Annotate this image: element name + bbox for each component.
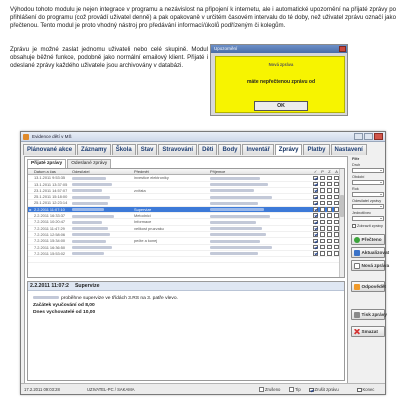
cell-recipient xyxy=(209,238,312,243)
cell-flag xyxy=(319,188,326,193)
new-message-button[interactable]: Nová zpráva xyxy=(351,260,385,271)
type-label: Druh xyxy=(352,163,361,167)
popup-body xyxy=(215,56,345,113)
redacted-sender xyxy=(72,252,104,255)
cell-sender xyxy=(71,194,133,199)
row-checkbox[interactable] xyxy=(320,245,325,250)
checkbox-icon xyxy=(309,388,314,393)
cell-recipient xyxy=(209,194,312,199)
cell-flag xyxy=(312,182,319,187)
period-select[interactable] xyxy=(352,180,384,185)
redacted-sender xyxy=(72,208,104,211)
detail-body-line-1: proběhne supervize ve třídách 3.RS na 3. patře vlevo. xyxy=(61,296,178,301)
redacted-recipient xyxy=(210,196,272,199)
redacted-sender xyxy=(72,183,112,186)
refresh-icon xyxy=(354,250,360,256)
new-document-icon xyxy=(354,263,360,269)
menu-tab[interactable]: Nastavení xyxy=(331,144,367,155)
cell-sender xyxy=(71,226,133,231)
cell-flag xyxy=(319,194,326,199)
row-checkbox[interactable] xyxy=(327,207,332,212)
cell-recipient xyxy=(209,200,312,205)
cell-flag xyxy=(326,232,333,237)
cell-flag xyxy=(312,213,319,218)
subtab[interactable]: Odeslané zprávy xyxy=(67,159,111,168)
redacted-recipient xyxy=(210,246,272,249)
subtab[interactable]: Přijaté zprávy xyxy=(27,159,66,168)
cell-flag xyxy=(312,245,319,250)
menu-tab[interactable]: Body xyxy=(218,144,241,155)
cell-subject: investice elektroniky xyxy=(134,175,169,181)
cell-flag xyxy=(326,226,333,231)
cell-subject xyxy=(133,245,209,250)
redacted-sender xyxy=(72,177,106,180)
menu-tab[interactable]: Stravování xyxy=(158,144,197,155)
table-row[interactable] xyxy=(28,257,344,263)
cell-date: 13.1.2011 13:37:05 xyxy=(34,181,68,187)
detail-subject: Supervize xyxy=(74,283,100,289)
row-checkbox[interactable] xyxy=(320,188,325,193)
cell-subject: Supervize xyxy=(134,206,152,212)
cell-flag xyxy=(312,257,319,262)
app-icon xyxy=(23,134,29,140)
column-header[interactable]: Předmět xyxy=(134,169,149,174)
row-checkbox[interactable] xyxy=(327,188,332,193)
cell-flag xyxy=(312,188,319,193)
row-checkbox[interactable] xyxy=(313,239,318,244)
cell-subject xyxy=(133,200,209,205)
cell-recipient xyxy=(209,182,312,187)
checkbox-icon xyxy=(357,388,362,393)
individual-label: Jednotlivec xyxy=(352,211,371,215)
cell-flag xyxy=(319,213,326,218)
paragraph-intro: Výhodou tohoto modulu je nejen integrace v programu a nezávislost na připojení k internetu, ale i automatické upozornění na přijaté zprávy po přihlášení do programu (což provádí uživatel denně) a pak opakovaně v určitém časovém intervalu do té doby, než uživatel zprávu označí jako přečtenou. Tento modul je proto vhodný nástroj pro předávání informací/úkolů podřízeným či kolegům. xyxy=(10,6,396,30)
cell-flag xyxy=(326,257,333,262)
module-tabs xyxy=(23,144,367,155)
row-checkbox[interactable] xyxy=(313,201,318,206)
redacted-sender xyxy=(72,233,110,236)
column-header[interactable]: Příjemce xyxy=(210,169,226,174)
row-checkbox[interactable] xyxy=(313,232,318,237)
redacted-sender xyxy=(72,202,108,205)
redacted-name xyxy=(33,296,59,299)
row-checkbox[interactable] xyxy=(327,182,332,187)
row-checkbox[interactable] xyxy=(327,226,332,231)
cell-sender xyxy=(71,207,133,212)
sidebar xyxy=(351,156,390,384)
redacted-recipient xyxy=(210,202,258,205)
redacted-recipient xyxy=(210,215,270,218)
mark-read-button[interactable]: Přečteno xyxy=(351,234,385,245)
check-icon xyxy=(354,237,360,243)
cell-sender xyxy=(71,175,133,180)
row-checkbox[interactable] xyxy=(313,195,318,200)
cell-date: 2.2.2011 11:07:10 xyxy=(34,206,65,212)
row-checkbox[interactable] xyxy=(327,232,332,237)
show-messages-label: Zobrazit zprávy xyxy=(357,224,383,228)
menu-tab[interactable]: Stav xyxy=(137,144,158,155)
cell-flag xyxy=(326,182,333,187)
cell-flag xyxy=(326,175,333,180)
column-header[interactable]: Datum a čas xyxy=(34,169,56,174)
menu-tab[interactable]: Děti xyxy=(198,144,217,155)
row-marker: ▸ xyxy=(29,206,32,212)
redacted-recipient xyxy=(210,221,256,224)
cell-subject: zvířata xyxy=(134,187,146,193)
messages-table xyxy=(27,168,345,278)
column-header[interactable]: A xyxy=(335,168,338,174)
redacted-recipient xyxy=(210,240,260,243)
maximize-icon[interactable] xyxy=(364,133,373,140)
cell-sender xyxy=(71,245,133,250)
cell-recipient xyxy=(209,226,312,231)
year-select[interactable] xyxy=(352,192,384,197)
status-bar xyxy=(21,383,385,394)
cell-flag xyxy=(319,200,326,205)
cell-date: 2.2.2011 16:33:37 xyxy=(34,213,66,219)
cell-flag xyxy=(326,238,333,243)
detail-body-line-3: Dnes vychovatelé od 10,00 xyxy=(33,309,96,315)
cell-recipient xyxy=(209,251,312,256)
row-checkbox[interactable] xyxy=(313,182,318,187)
cell-flag xyxy=(326,219,333,224)
detail-body xyxy=(28,291,344,316)
cell-sender xyxy=(71,200,133,205)
show-messages-checkbox[interactable] xyxy=(352,224,383,228)
sender-select[interactable] xyxy=(352,204,384,209)
printer-icon xyxy=(354,312,360,318)
window-title: Evidence dětí v MŠ xyxy=(32,134,72,139)
redacted-sender xyxy=(72,240,106,243)
cell-flag xyxy=(319,226,326,231)
redacted-sender xyxy=(72,189,102,192)
detail-header xyxy=(28,282,344,291)
row-checkbox[interactable] xyxy=(320,213,325,218)
delete-icon xyxy=(354,329,360,335)
cell-recipient xyxy=(209,257,312,262)
menu-tab[interactable]: Škola xyxy=(112,144,136,155)
redacted-recipient xyxy=(210,252,258,255)
cell-flag xyxy=(319,238,326,243)
cell-subject xyxy=(133,194,209,199)
status-cancelled[interactable]: Zrušeno xyxy=(259,384,280,395)
row-checkbox[interactable] xyxy=(313,176,318,181)
cell-sender xyxy=(71,238,133,243)
row-checkbox[interactable] xyxy=(327,195,332,200)
cell-flag xyxy=(326,245,333,250)
row-checkbox[interactable] xyxy=(327,201,332,206)
cell-date: 7.2.2011 10:20:47 xyxy=(34,219,66,225)
redacted-recipient xyxy=(210,177,260,180)
cell-flag xyxy=(319,207,326,212)
row-checkbox[interactable] xyxy=(320,226,325,231)
messages-panel xyxy=(24,156,348,384)
cell-recipient xyxy=(209,245,312,250)
column-header[interactable]: Z xyxy=(328,168,331,174)
redacted-recipient xyxy=(210,183,268,186)
cell-subject xyxy=(133,232,209,237)
cell-sender xyxy=(71,257,133,262)
row-checkbox[interactable] xyxy=(313,207,318,212)
window-titlebar xyxy=(21,132,385,142)
status-machine: UZIVATEL-PC / SAKAMA xyxy=(87,387,135,392)
column-header[interactable]: P xyxy=(321,168,324,174)
cell-flag xyxy=(312,175,319,180)
cell-flag xyxy=(312,200,319,205)
cell-flag xyxy=(312,238,319,243)
cell-date: 7.2.2011 16:36:50 xyxy=(34,244,66,250)
cell-flag xyxy=(326,213,333,218)
menu-tab[interactable]: Záznamy xyxy=(77,144,111,155)
cell-date: 7.2.2011 11:47:29 xyxy=(34,225,65,231)
menu-tab[interactable]: Platby xyxy=(303,144,329,155)
cell-subject xyxy=(133,251,209,256)
cell-date: 7.2.2011 12:58:06 xyxy=(34,231,66,237)
paragraph-features: Zprávu je možné zaslat jednomu uživateli nebo celé skupině. Modul obsahuje běžné funkce, podobně jako normální emailový klient. Přijaté i odeslané zprávy každého uživatele jsou archivovány v databázi. xyxy=(10,46,208,70)
scrollbar-thumb[interactable] xyxy=(340,195,344,217)
table-body xyxy=(28,175,344,263)
menu-tab[interactable]: Plánované akce xyxy=(23,144,76,155)
cell-sender xyxy=(71,213,133,218)
row-checkbox[interactable] xyxy=(320,195,325,200)
table-scrollbar[interactable] xyxy=(339,169,344,277)
cell-date: 25.1.2011 15:18:00 xyxy=(34,194,68,200)
status-cancel-message[interactable]: Zrušit zprávu xyxy=(309,384,339,395)
year-label: Rok xyxy=(352,187,359,191)
minimize-icon[interactable] xyxy=(354,133,363,140)
row-checkbox[interactable] xyxy=(313,245,318,250)
bulb-icon xyxy=(289,387,294,392)
redacted-recipient xyxy=(210,227,262,230)
cell-recipient xyxy=(209,213,312,218)
delete-button[interactable]: Smazat xyxy=(351,326,385,337)
detail-datetime: 2.2.2011 11:07:2 xyxy=(30,283,69,289)
row-checkbox[interactable] xyxy=(320,176,325,181)
row-checkbox[interactable] xyxy=(327,220,332,225)
cell-flag xyxy=(326,188,333,193)
popup-line-1: Nová zpráva xyxy=(268,62,294,67)
cell-flag xyxy=(319,251,326,256)
cell-subject: Informace xyxy=(134,219,152,225)
cell-subject xyxy=(133,257,209,262)
popup-title: Upozornění xyxy=(211,45,347,53)
cell-flag xyxy=(326,207,333,212)
cell-flag xyxy=(312,207,319,212)
redacted-sender xyxy=(72,227,108,230)
row-checkbox[interactable] xyxy=(320,182,325,187)
row-checkbox[interactable] xyxy=(327,251,332,256)
redacted-sender xyxy=(72,246,112,249)
message-detail xyxy=(27,281,345,381)
cell-flag xyxy=(326,200,333,205)
cell-sender xyxy=(71,251,133,256)
reply-button[interactable]: Odpovědět xyxy=(351,281,385,292)
cell-flag xyxy=(312,251,319,256)
popup-message: máte nepřečtenou zprávu od xyxy=(246,79,316,85)
row-checkbox[interactable] xyxy=(313,188,318,193)
row-checkbox[interactable] xyxy=(320,239,325,244)
row-checkbox[interactable] xyxy=(313,213,318,218)
cell-flag xyxy=(312,194,319,199)
redacted-sender xyxy=(72,221,102,224)
status-datetime: 17.2.2011 09:03:28 xyxy=(24,387,60,392)
cell-flag xyxy=(326,194,333,199)
redacted-recipient xyxy=(210,189,254,192)
individual-select[interactable] xyxy=(352,216,384,221)
menu-tab[interactable]: Zprávy xyxy=(275,144,303,155)
period-label: Období xyxy=(352,175,365,179)
cell-subject: Metodnici xyxy=(134,213,151,219)
row-checkbox[interactable] xyxy=(327,245,332,250)
redacted-recipient xyxy=(210,233,266,236)
cell-recipient xyxy=(209,207,312,212)
cell-flag xyxy=(312,226,319,231)
row-checkbox[interactable] xyxy=(320,207,325,212)
message-subtabs xyxy=(27,159,111,168)
cell-date: 13.1.2011 9:53:35 xyxy=(34,175,66,181)
filter-label: Filtr xyxy=(352,157,360,161)
cell-flag xyxy=(312,219,319,224)
close-icon[interactable] xyxy=(339,46,346,52)
redacted-recipient xyxy=(210,208,264,211)
checkbox-box[interactable] xyxy=(352,224,356,228)
cell-date: 7.2.2011 15:34:00 xyxy=(34,238,66,244)
cell-recipient xyxy=(209,188,312,193)
cell-flag xyxy=(312,232,319,237)
cell-flag xyxy=(326,251,333,256)
row-checkbox[interactable] xyxy=(327,213,332,218)
cell-sender xyxy=(71,182,133,187)
reply-icon xyxy=(354,284,360,290)
cell-subject: pečte a konej xyxy=(134,238,158,244)
cell-sender xyxy=(71,232,133,237)
cell-flag xyxy=(319,257,326,262)
row-checkbox[interactable] xyxy=(320,201,325,206)
sender-label: Odesilatel zprávy xyxy=(352,199,382,203)
cell-sender xyxy=(71,219,133,224)
cell-subject xyxy=(133,182,209,187)
menu-tab[interactable]: Inventář xyxy=(242,144,273,155)
status-tip[interactable]: Tip xyxy=(289,384,301,395)
row-checkbox[interactable] xyxy=(320,251,325,256)
row-checkbox[interactable] xyxy=(327,239,332,244)
cell-flag xyxy=(319,175,326,180)
status-exit[interactable]: Konec xyxy=(357,384,374,395)
redacted-sender xyxy=(72,196,110,199)
window-close-icon[interactable] xyxy=(374,133,383,140)
cell-recipient xyxy=(209,232,312,237)
cell-subject: velikost pruzvaku xyxy=(134,225,164,231)
cell-sender xyxy=(71,188,133,193)
cell-flag xyxy=(319,245,326,250)
row-checkbox[interactable] xyxy=(320,220,325,225)
cell-flag xyxy=(319,232,326,237)
cell-date: 23.1.2011 14:57:07 xyxy=(34,187,68,193)
detail-body-line-2: Začátek vyučování od 8,00 xyxy=(33,303,95,309)
row-checkbox[interactable] xyxy=(313,251,318,256)
column-header[interactable]: Odesílatel xyxy=(72,169,90,174)
cell-recipient xyxy=(209,175,312,180)
document-icon xyxy=(259,387,264,392)
row-checkbox[interactable] xyxy=(327,176,332,181)
row-checkbox[interactable] xyxy=(320,232,325,237)
cell-recipient xyxy=(209,219,312,224)
app-window xyxy=(20,131,390,395)
cell-date: 25.1.2011 12:23:14 xyxy=(34,200,68,206)
cell-flag xyxy=(319,182,326,187)
print-button[interactable]: Tisk zprávy xyxy=(351,309,385,320)
refresh-button[interactable]: Aktualizovat xyxy=(351,247,385,258)
notification-popup xyxy=(210,44,348,116)
cell-flag xyxy=(319,219,326,224)
redacted-sender xyxy=(72,215,114,218)
row-checkbox[interactable] xyxy=(313,226,318,231)
ok-button[interactable]: OK xyxy=(254,101,308,111)
row-checkbox[interactable] xyxy=(313,220,318,225)
column-header[interactable]: ✓ xyxy=(313,168,318,174)
cell-date xyxy=(33,257,71,262)
cell-date: 7.2.2011 15:53:02 xyxy=(34,250,66,256)
type-select[interactable] xyxy=(352,168,384,173)
